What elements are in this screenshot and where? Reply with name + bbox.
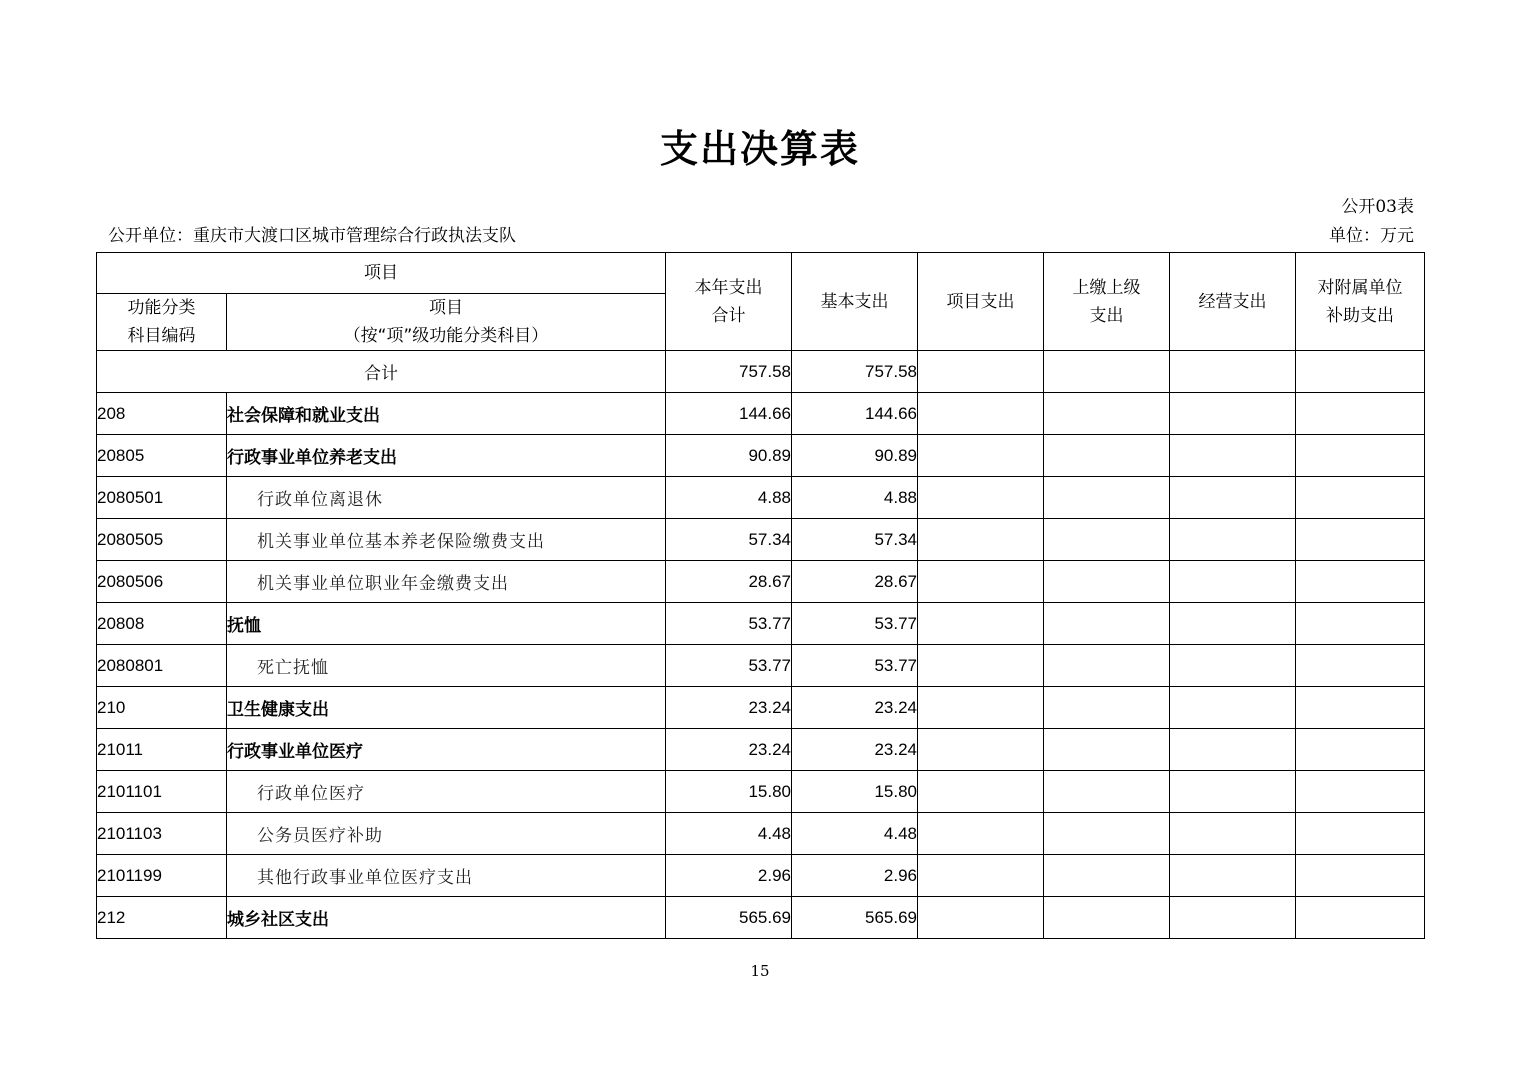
cell-total: 15.80 (666, 771, 792, 813)
cell-subsidy (1296, 393, 1425, 435)
expenditure-table (96, 252, 1425, 939)
cell-name: 行政事业单位医疗 (227, 729, 666, 771)
cell-project (918, 519, 1044, 561)
cell-upper (1044, 687, 1170, 729)
cell-business (1170, 687, 1296, 729)
cell-subsidy (1296, 519, 1425, 561)
table-body (97, 393, 1425, 939)
cell-upper (1044, 477, 1170, 519)
header-item-group: 项目 (97, 253, 666, 294)
cell-total: 144.66 (666, 393, 792, 435)
cell-total: 4.88 (666, 477, 792, 519)
cell-total: 90.89 (666, 435, 792, 477)
cell-project (918, 561, 1044, 603)
page-number: 15 (750, 962, 770, 980)
cell-basic: 144.66 (792, 393, 918, 435)
table-row (97, 729, 1425, 771)
header-upper-line1: 上缴上级 (1072, 277, 1141, 298)
header-upper-line2: 支出 (1089, 305, 1124, 326)
cell-code: 208 (97, 393, 227, 435)
cell-basic: 565.69 (792, 897, 918, 939)
cell-project (918, 393, 1044, 435)
cell-business (1170, 351, 1296, 393)
cell-code: 2101199 (97, 855, 227, 897)
table-row (97, 393, 1425, 435)
cell-name: 行政单位离退休 (227, 477, 666, 519)
cell-project (918, 645, 1044, 687)
cell-subsidy (1296, 771, 1425, 813)
cell-code: 2101101 (97, 771, 227, 813)
header-subsidy-line1: 对附属单位 (1317, 277, 1403, 298)
cell-upper (1044, 897, 1170, 939)
cell-name: 社会保障和就业支出 (227, 393, 666, 435)
cell-total: 57.34 (666, 519, 792, 561)
currency-unit: 单位：万元 (1329, 226, 1414, 246)
cell-name: 城乡社区支出 (227, 897, 666, 939)
cell-upper (1044, 855, 1170, 897)
cell-name: 死亡抚恤 (227, 645, 666, 687)
cell-subsidy (1296, 561, 1425, 603)
cell-code: 20808 (97, 603, 227, 645)
header-name-line1: 项目 (429, 298, 463, 318)
cell-code: 2080506 (97, 561, 227, 603)
cell-project (918, 435, 1044, 477)
cell-total: 757.58 (666, 351, 792, 393)
header-basic: 基本支出 (792, 253, 918, 351)
cell-business (1170, 393, 1296, 435)
header-total-line2: 合计 (711, 305, 746, 326)
cell-business (1170, 477, 1296, 519)
cell-basic: 90.89 (792, 435, 918, 477)
cell-project (918, 477, 1044, 519)
cell-business (1170, 519, 1296, 561)
table-row (97, 771, 1425, 813)
cell-subsidy (1296, 435, 1425, 477)
form-number: 公开03表 (1341, 197, 1414, 217)
cell-basic: 53.77 (792, 603, 918, 645)
cell-subsidy (1296, 813, 1425, 855)
cell-project (918, 729, 1044, 771)
cell-name: 机关事业单位职业年金缴费支出 (227, 561, 666, 603)
table-row (97, 897, 1425, 939)
table-row (97, 435, 1425, 477)
cell-subsidy (1296, 855, 1425, 897)
header-code-line2: 科目编码 (127, 326, 196, 346)
table-row (97, 855, 1425, 897)
cell-code: 210 (97, 687, 227, 729)
cell-subsidy (1296, 603, 1425, 645)
header-subsidy (1296, 253, 1425, 351)
cell-business (1170, 771, 1296, 813)
table-row (97, 477, 1425, 519)
header-business: 经营支出 (1170, 253, 1296, 351)
cell-upper (1044, 393, 1170, 435)
cell-total: 28.67 (666, 561, 792, 603)
cell-total: 565.69 (666, 897, 792, 939)
cell-basic: 53.77 (792, 645, 918, 687)
cell-code: 2080801 (97, 645, 227, 687)
cell-name: 抚恤 (227, 603, 666, 645)
cell-basic: 28.67 (792, 561, 918, 603)
header-code-line1: 功能分类 (127, 298, 196, 318)
table-row (97, 603, 1425, 645)
cell-business (1170, 813, 1296, 855)
cell-business (1170, 435, 1296, 477)
cell-business (1170, 603, 1296, 645)
cell-basic: 4.88 (792, 477, 918, 519)
cell-name: 行政事业单位养老支出 (227, 435, 666, 477)
cell-project (918, 855, 1044, 897)
cell-upper (1044, 561, 1170, 603)
cell-name: 卫生健康支出 (227, 687, 666, 729)
cell-upper (1044, 435, 1170, 477)
cell-subsidy (1296, 645, 1425, 687)
cell-business (1170, 729, 1296, 771)
cell-basic: 23.24 (792, 687, 918, 729)
cell-total: 53.77 (666, 645, 792, 687)
cell-project (918, 813, 1044, 855)
cell-total: 4.48 (666, 813, 792, 855)
header-total-line1: 本年支出 (694, 277, 763, 298)
header-subsidy-line2: 补助支出 (1326, 305, 1394, 326)
cell-upper (1044, 729, 1170, 771)
cell-code: 2101103 (97, 813, 227, 855)
cell-basic: 23.24 (792, 729, 918, 771)
reporting-unit: 公开单位：重庆市大渡口区城市管理综合行政执法支队 (108, 226, 516, 246)
cell-total: 23.24 (666, 729, 792, 771)
cell-upper (1044, 519, 1170, 561)
total-label: 合计 (97, 351, 666, 393)
cell-subsidy (1296, 687, 1425, 729)
total-row (97, 351, 1425, 393)
table-row (97, 645, 1425, 687)
header-project: 项目支出 (918, 253, 1044, 351)
cell-name: 行政单位医疗 (227, 771, 666, 813)
cell-basic: 4.48 (792, 813, 918, 855)
cell-upper (1044, 645, 1170, 687)
table-row (97, 687, 1425, 729)
cell-project (918, 351, 1044, 393)
cell-upper (1044, 771, 1170, 813)
header-total (666, 253, 792, 351)
cell-name: 其他行政事业单位医疗支出 (227, 855, 666, 897)
cell-project (918, 897, 1044, 939)
cell-business (1170, 897, 1296, 939)
table-row (97, 561, 1425, 603)
cell-total: 53.77 (666, 603, 792, 645)
cell-basic: 57.34 (792, 519, 918, 561)
cell-code: 2080505 (97, 519, 227, 561)
cell-project (918, 603, 1044, 645)
cell-code: 20805 (97, 435, 227, 477)
table-row (97, 813, 1425, 855)
cell-code: 212 (97, 897, 227, 939)
header-upper (1044, 253, 1170, 351)
cell-code: 21011 (97, 729, 227, 771)
cell-total: 23.24 (666, 687, 792, 729)
cell-basic: 757.58 (792, 351, 918, 393)
header-code (97, 294, 227, 351)
cell-upper (1044, 813, 1170, 855)
cell-subsidy (1296, 477, 1425, 519)
cell-business (1170, 561, 1296, 603)
page-title: 支出决算表 (659, 127, 860, 171)
cell-business (1170, 645, 1296, 687)
header-name (227, 294, 666, 351)
cell-basic: 2.96 (792, 855, 918, 897)
cell-basic: 15.80 (792, 771, 918, 813)
cell-name: 公务员医疗补助 (227, 813, 666, 855)
cell-upper (1044, 351, 1170, 393)
header-name-line2: （按“项”级功能分类科目） (343, 326, 549, 346)
cell-subsidy (1296, 729, 1425, 771)
cell-name: 机关事业单位基本养老保险缴费支出 (227, 519, 666, 561)
cell-code: 2080501 (97, 477, 227, 519)
cell-project (918, 771, 1044, 813)
cell-total: 2.96 (666, 855, 792, 897)
cell-upper (1044, 603, 1170, 645)
cell-subsidy (1296, 351, 1425, 393)
cell-project (918, 687, 1044, 729)
cell-subsidy (1296, 897, 1425, 939)
table-row (97, 519, 1425, 561)
cell-business (1170, 855, 1296, 897)
